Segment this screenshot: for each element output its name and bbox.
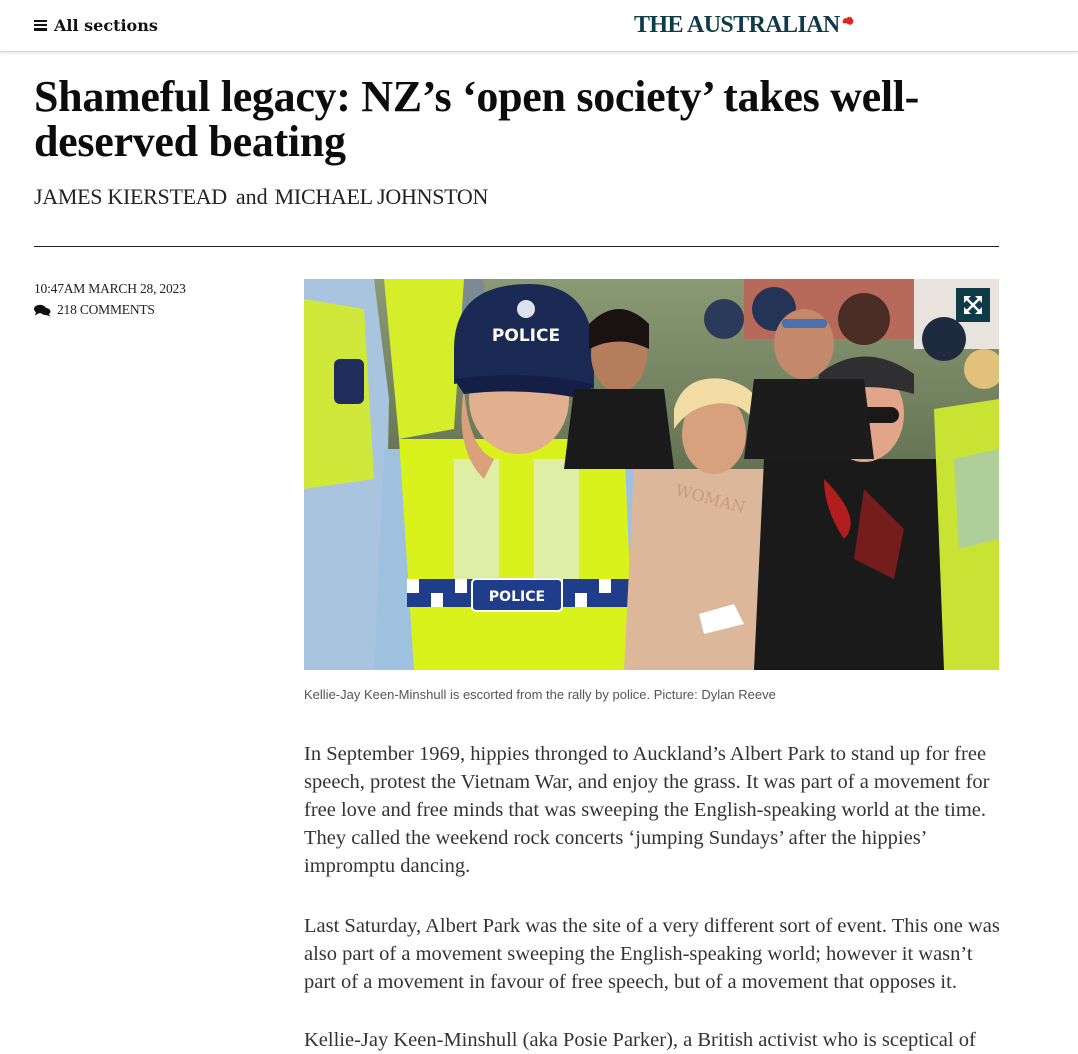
top-navigation-bar xyxy=(0,0,1078,52)
cap-police-text: POLICE xyxy=(491,326,561,346)
speech-bubbles-icon xyxy=(34,304,51,317)
comments-link[interactable] xyxy=(34,302,155,318)
hamburger-icon xyxy=(34,20,47,31)
header-divider xyxy=(34,246,999,247)
masthead-logo[interactable] xyxy=(634,12,854,40)
byline xyxy=(34,184,488,210)
expand-image-button[interactable] xyxy=(956,288,990,322)
comments-count: 218 COMMENTS xyxy=(57,302,155,317)
shirt-text: WOMAN xyxy=(673,480,748,518)
body-paragraph-1: In September 1969, hippies thronged to Auckland’s Albert Park to stand up for free speech, protest the Vietnam War, and enjoy the grass. It was part of a movement for free love and free minds that was sweeping the English-speaking world at the time. They called the weekend rock concerts ‘jumping Sundays’ after the hippies’ impromptu dancing. xyxy=(304,743,990,877)
body-paragraph-2: Last Saturday, Albert Park was the site of a very different sort of event. This one was also part of a movement sweeping the English-speaking world; however it wasn’t part of a movement in favour of free speech, but of a movement that opposes it. xyxy=(304,915,1000,993)
australia-map-icon xyxy=(842,16,854,26)
author-conjunction: and xyxy=(235,184,268,209)
article-headline: Shameful legacy: NZ’s ‘open society’ takes well-deserved beating xyxy=(34,72,920,166)
lead-photo[interactable] xyxy=(304,279,999,670)
image-caption: Kellie-Jay Keen-Minshull is escorted from the rally by police. Picture: Dylan Reeve xyxy=(304,687,776,702)
author-link-1[interactable]: JAMES KIERSTEAD xyxy=(34,184,227,209)
all-sections-button[interactable] xyxy=(34,13,158,37)
publish-date: 10:47AM MARCH 28, 2023 xyxy=(34,281,186,296)
body-paragraph-3: Kellie-Jay Keen-Minshull (aka Posie Parker), a British activist who is sceptical of xyxy=(304,1029,976,1051)
lead-photo-illustration xyxy=(304,279,999,670)
all-sections-label: All sections xyxy=(54,15,158,35)
author-link-2[interactable]: MICHAEL JOHNSTON xyxy=(274,184,489,209)
masthead-wordmark: THE AUSTRALIAN xyxy=(634,12,840,38)
vest-police-text: POLICE xyxy=(488,589,546,605)
expand-arrows-icon xyxy=(963,295,983,315)
